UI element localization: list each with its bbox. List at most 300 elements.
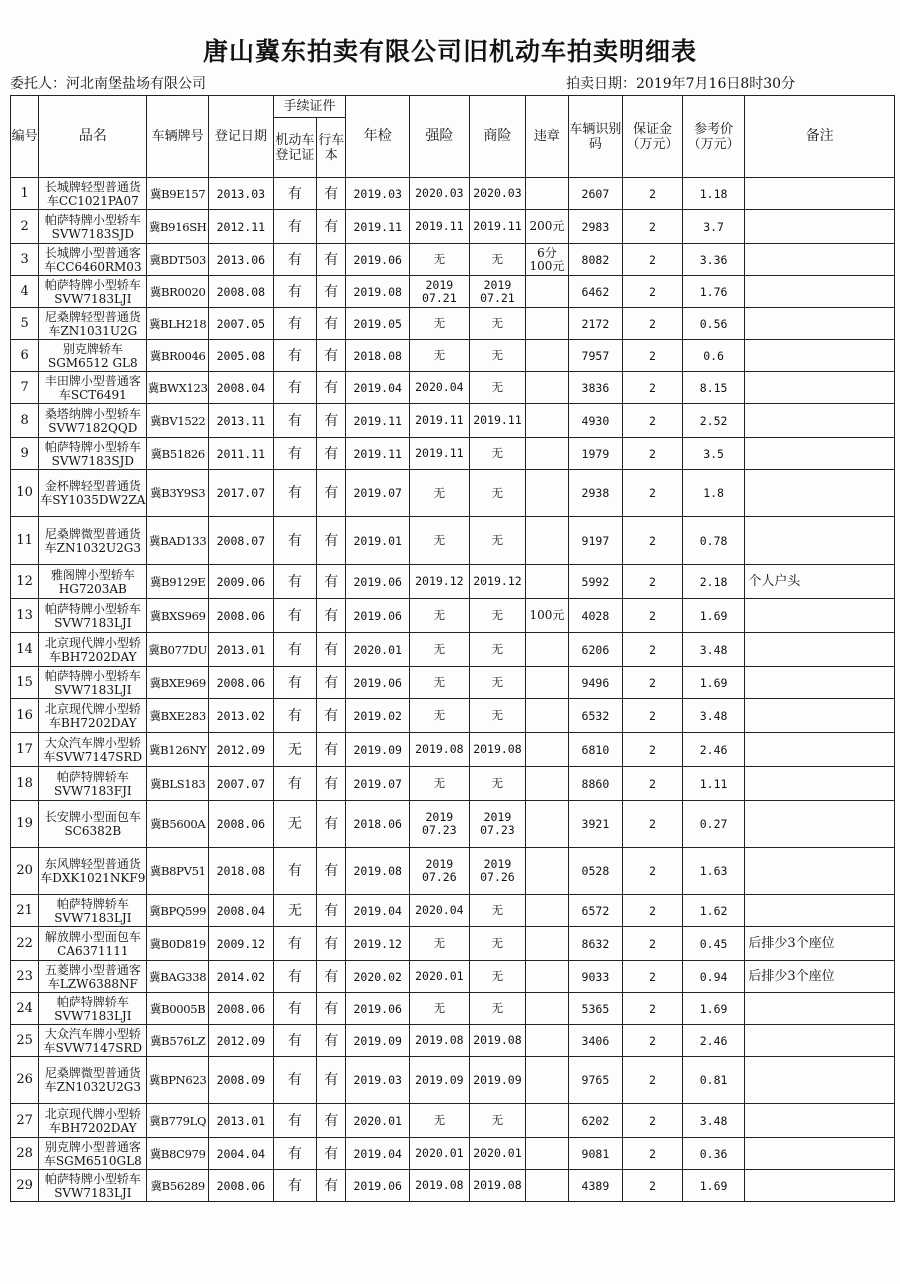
cell-doc-drivingbook: 有 (317, 372, 346, 404)
cell-commercial: 无 (469, 340, 526, 372)
cell-inspection: 2019.04 (346, 1138, 410, 1170)
cell-doc-drivingbook: 有 (317, 1057, 346, 1104)
cell-commercial: 无 (469, 470, 526, 517)
cell-no: 3 (11, 244, 39, 276)
cell-commercial: 无 (469, 993, 526, 1025)
table-row (11, 244, 895, 276)
page-title: 唐山冀东拍卖有限公司旧机动车拍卖明细表 (202, 37, 697, 66)
table-row (11, 993, 895, 1025)
cell-plate: 冀B9E157 (147, 178, 209, 210)
cell-doc-registration: 有 (273, 210, 316, 244)
cell-reg-date: 2008.09 (209, 1057, 274, 1104)
cell-ref-price: 2.46 (682, 1025, 745, 1057)
cell-deposit: 2 (623, 1057, 683, 1104)
cell-inspection: 2019.03 (346, 178, 410, 210)
cell-doc-registration: 有 (273, 1170, 316, 1202)
cell-vin: 9496 (568, 667, 623, 699)
cell-compulsory: 2019.09 (410, 1057, 470, 1104)
table-row (11, 276, 895, 308)
table-row (11, 733, 895, 767)
cell-reg-date: 2013.02 (209, 699, 274, 733)
table-row (11, 470, 895, 517)
cell-reg-date: 2013.01 (209, 633, 274, 667)
cell-name: 长城牌轻型普通货车CC1021PA07 (39, 178, 147, 210)
cell-reg-date: 2013.06 (209, 244, 274, 276)
cell-deposit: 2 (623, 178, 683, 210)
cell-doc-registration: 有 (273, 699, 316, 733)
cell-doc-drivingbook: 有 (317, 517, 346, 565)
header-doc-registration: 机动车登记证 (273, 118, 316, 178)
cell-inspection: 2019.08 (346, 848, 410, 895)
cell-deposit: 2 (623, 517, 683, 565)
cell-inspection: 2020.01 (346, 1104, 410, 1138)
cell-doc-registration: 有 (273, 961, 316, 993)
cell-doc-drivingbook: 有 (317, 1025, 346, 1057)
cell-inspection: 2019.09 (346, 733, 410, 767)
cell-doc-registration: 有 (273, 1025, 316, 1057)
cell-name: 尼桑牌轻型普通货车ZN1031U2G (39, 308, 147, 340)
cell-doc-registration: 有 (273, 244, 316, 276)
cell-plate: 冀BDT503 (147, 244, 209, 276)
cell-vin: 9197 (568, 517, 623, 565)
cell-name: 五菱牌小型普通客车LZW6388NF (39, 961, 147, 993)
cell-reg-date: 2017.07 (209, 470, 274, 517)
cell-no: 10 (11, 470, 39, 517)
cell-plate: 冀B916SH (147, 210, 209, 244)
cell-ref-price: 3.5 (682, 438, 745, 470)
cell-doc-registration: 有 (273, 340, 316, 372)
cell-remark (745, 244, 895, 276)
cell-remark (745, 1057, 895, 1104)
cell-violation (526, 667, 568, 699)
cell-plate: 冀BAD133 (147, 517, 209, 565)
cell-inspection: 2019.06 (346, 993, 410, 1025)
cell-reg-date: 2014.02 (209, 961, 274, 993)
cell-doc-registration: 无 (273, 733, 316, 767)
cell-remark (745, 848, 895, 895)
cell-doc-registration: 有 (273, 470, 316, 517)
cell-no: 21 (11, 895, 39, 927)
cell-reg-date: 2008.06 (209, 993, 274, 1025)
cell-commercial: 2020.01 (469, 1138, 526, 1170)
cell-inspection: 2019.03 (346, 1057, 410, 1104)
cell-remark (745, 699, 895, 733)
cell-commercial: 2020.03 (469, 178, 526, 210)
cell-ref-price: 0.81 (682, 1057, 745, 1104)
cell-deposit: 2 (623, 667, 683, 699)
cell-reg-date: 2008.06 (209, 1170, 274, 1202)
cell-name: 尼桑牌微型普通货车ZN1032U2G3 (39, 1057, 147, 1104)
cell-violation (526, 372, 568, 404)
cell-ref-price: 1.11 (682, 767, 745, 801)
cell-reg-date: 2007.05 (209, 308, 274, 340)
cell-plate: 冀BXE969 (147, 667, 209, 699)
cell-inspection: 2019.09 (346, 1025, 410, 1057)
cell-doc-registration: 有 (273, 1138, 316, 1170)
cell-doc-registration: 无 (273, 801, 316, 848)
cell-commercial: 无 (469, 308, 526, 340)
cell-plate: 冀B56289 (147, 1170, 209, 1202)
cell-remark (745, 801, 895, 848)
cell-no: 19 (11, 801, 39, 848)
cell-remark (745, 1025, 895, 1057)
table-body (11, 178, 895, 1202)
header-remark: 备注 (745, 96, 895, 178)
cell-violation (526, 340, 568, 372)
cell-doc-drivingbook: 有 (317, 667, 346, 699)
cell-name: 北京现代牌小型轿车BH7202DAY (39, 1104, 147, 1138)
cell-commercial: 2019 07.23 (469, 801, 526, 848)
cell-compulsory: 无 (410, 699, 470, 733)
cell-inspection: 2019.11 (346, 438, 410, 470)
cell-commercial: 2019.08 (469, 1025, 526, 1057)
cell-reg-date: 2005.08 (209, 340, 274, 372)
cell-reg-date: 2012.09 (209, 733, 274, 767)
cell-doc-drivingbook: 有 (317, 961, 346, 993)
cell-doc-drivingbook: 有 (317, 993, 346, 1025)
cell-doc-drivingbook: 有 (317, 633, 346, 667)
cell-compulsory: 2019.12 (410, 565, 470, 599)
cell-vin: 8632 (568, 927, 623, 961)
cell-violation (526, 1104, 568, 1138)
cell-no: 15 (11, 667, 39, 699)
cell-violation (526, 470, 568, 517)
cell-commercial: 无 (469, 699, 526, 733)
cell-doc-registration: 有 (273, 1057, 316, 1104)
cell-inspection: 2019.04 (346, 895, 410, 927)
cell-reg-date: 2008.08 (209, 276, 274, 308)
cell-plate: 冀BXE283 (147, 699, 209, 733)
cell-name: 大众汽车牌小型轿车SVW7147SRD (39, 733, 147, 767)
table-row (11, 599, 895, 633)
cell-reg-date: 2009.06 (209, 565, 274, 599)
cell-inspection: 2019.07 (346, 470, 410, 517)
cell-ref-price: 2.52 (682, 404, 745, 438)
cell-vin: 9081 (568, 1138, 623, 1170)
cell-deposit: 2 (623, 565, 683, 599)
cell-deposit: 2 (623, 1025, 683, 1057)
cell-plate: 冀BLS183 (147, 767, 209, 801)
cell-commercial: 2019.08 (469, 1170, 526, 1202)
cell-deposit: 2 (623, 801, 683, 848)
cell-vin: 5365 (568, 993, 623, 1025)
cell-compulsory: 无 (410, 1104, 470, 1138)
cell-commercial: 2019 07.26 (469, 848, 526, 895)
cell-deposit: 2 (623, 1104, 683, 1138)
cell-commercial: 2019.09 (469, 1057, 526, 1104)
header-vin: 车辆识别码 (568, 96, 623, 178)
cell-vin: 6206 (568, 633, 623, 667)
cell-name: 长安牌小型面包车SC6382B (39, 801, 147, 848)
table-row (11, 1104, 895, 1138)
cell-reg-date: 2013.01 (209, 1104, 274, 1138)
cell-commercial: 无 (469, 895, 526, 927)
cell-remark (745, 404, 895, 438)
cell-deposit: 2 (623, 372, 683, 404)
cell-no: 16 (11, 699, 39, 733)
cell-compulsory: 无 (410, 667, 470, 699)
cell-plate: 冀B0005B (147, 993, 209, 1025)
table-row (11, 895, 895, 927)
cell-ref-price: 3.7 (682, 210, 745, 244)
cell-doc-registration: 有 (273, 178, 316, 210)
cell-remark (745, 767, 895, 801)
cell-ref-price: 8.15 (682, 372, 745, 404)
table-row (11, 178, 895, 210)
cell-name: 大众汽车牌小型轿车SVW7147SRD (39, 1025, 147, 1057)
header-docs-group: 手续证件 (273, 96, 346, 118)
cell-ref-price: 0.45 (682, 927, 745, 961)
cell-compulsory: 无 (410, 517, 470, 565)
cell-ref-price: 1.63 (682, 848, 745, 895)
cell-plate: 冀B0D819 (147, 927, 209, 961)
cell-compulsory: 2019.08 (410, 1170, 470, 1202)
cell-plate: 冀BAG338 (147, 961, 209, 993)
cell-no: 13 (11, 599, 39, 633)
consignor-line: 委托人：河北南堡盐场有限公司 (10, 76, 206, 92)
cell-inspection: 2019.06 (346, 1170, 410, 1202)
cell-plate: 冀B9129E (147, 565, 209, 599)
cell-compulsory: 2020.01 (410, 961, 470, 993)
cell-inspection: 2019.05 (346, 308, 410, 340)
cell-compulsory: 2019 07.26 (410, 848, 470, 895)
cell-deposit: 2 (623, 470, 683, 517)
cell-commercial: 2019.11 (469, 210, 526, 244)
cell-ref-price: 0.94 (682, 961, 745, 993)
cell-ref-price: 0.78 (682, 517, 745, 565)
cell-vin: 9033 (568, 961, 623, 993)
cell-doc-drivingbook: 有 (317, 895, 346, 927)
cell-name: 别克牌轿车 SGM6512 GL8 (39, 340, 147, 372)
cell-ref-price: 1.69 (682, 993, 745, 1025)
cell-vin: 9765 (568, 1057, 623, 1104)
cell-compulsory: 2019.08 (410, 733, 470, 767)
cell-doc-drivingbook: 有 (317, 565, 346, 599)
table-row (11, 767, 895, 801)
cell-violation (526, 993, 568, 1025)
cell-remark (745, 895, 895, 927)
cell-name: 雅阁牌小型轿车 HG7203AB (39, 565, 147, 599)
cell-inspection: 2019.07 (346, 767, 410, 801)
cell-remark (745, 178, 895, 210)
table-row (11, 340, 895, 372)
table-row (11, 372, 895, 404)
cell-vin: 3406 (568, 1025, 623, 1057)
cell-vin: 2607 (568, 178, 623, 210)
table-row (11, 848, 895, 895)
cell-inspection: 2019.01 (346, 517, 410, 565)
cell-vin: 2983 (568, 210, 623, 244)
cell-doc-drivingbook: 有 (317, 1138, 346, 1170)
vehicle-auction-table (10, 95, 895, 1202)
cell-reg-date: 2008.04 (209, 895, 274, 927)
cell-plate: 冀BR0046 (147, 340, 209, 372)
cell-ref-price: 1.69 (682, 1170, 745, 1202)
cell-ref-price: 0.36 (682, 1138, 745, 1170)
cell-remark (745, 517, 895, 565)
cell-violation (526, 1057, 568, 1104)
cell-no: 27 (11, 1104, 39, 1138)
cell-remark (745, 1104, 895, 1138)
cell-commercial: 无 (469, 961, 526, 993)
cell-ref-price: 1.69 (682, 667, 745, 699)
cell-compulsory: 无 (410, 244, 470, 276)
cell-reg-date: 2013.11 (209, 404, 274, 438)
cell-compulsory: 2019.11 (410, 438, 470, 470)
cell-no: 18 (11, 767, 39, 801)
cell-inspection: 2018.06 (346, 801, 410, 848)
cell-doc-drivingbook: 有 (317, 404, 346, 438)
cell-vin: 8860 (568, 767, 623, 801)
cell-remark (745, 1170, 895, 1202)
cell-doc-drivingbook: 有 (317, 340, 346, 372)
header-reg-date: 登记日期 (209, 96, 274, 178)
table-row (11, 633, 895, 667)
cell-no: 26 (11, 1057, 39, 1104)
cell-commercial: 无 (469, 244, 526, 276)
cell-doc-drivingbook: 有 (317, 801, 346, 848)
cell-vin: 1979 (568, 438, 623, 470)
cell-deposit: 2 (623, 210, 683, 244)
cell-doc-drivingbook: 有 (317, 178, 346, 210)
table-row (11, 1138, 895, 1170)
cell-deposit: 2 (623, 1170, 683, 1202)
cell-compulsory: 无 (410, 308, 470, 340)
cell-compulsory: 无 (410, 927, 470, 961)
cell-deposit: 2 (623, 276, 683, 308)
cell-plate: 冀B3Y9S3 (147, 470, 209, 517)
cell-reg-date: 2008.07 (209, 517, 274, 565)
cell-violation (526, 733, 568, 767)
cell-plate: 冀B779LQ (147, 1104, 209, 1138)
header-deposit: 保证金（万元） (623, 96, 683, 178)
cell-name: 长城牌小型普通客车CC6460RM03 (39, 244, 147, 276)
cell-reg-date: 2013.03 (209, 178, 274, 210)
cell-deposit: 2 (623, 767, 683, 801)
cell-plate: 冀BV1522 (147, 404, 209, 438)
cell-name: 帕萨特牌轿车 SVW7183LJI (39, 993, 147, 1025)
table-row (11, 404, 895, 438)
cell-inspection: 2019.06 (346, 565, 410, 599)
cell-plate: 冀BWX123 (147, 372, 209, 404)
cell-inspection: 2019.02 (346, 699, 410, 733)
cell-violation (526, 308, 568, 340)
cell-name: 解放牌小型面包车CA6371111 (39, 927, 147, 961)
cell-doc-drivingbook: 有 (317, 244, 346, 276)
cell-no: 5 (11, 308, 39, 340)
cell-vin: 5992 (568, 565, 623, 599)
cell-doc-drivingbook: 有 (317, 308, 346, 340)
cell-ref-price: 1.62 (682, 895, 745, 927)
cell-compulsory: 无 (410, 993, 470, 1025)
cell-violation (526, 1025, 568, 1057)
cell-doc-drivingbook: 有 (317, 699, 346, 733)
header-name: 品名 (39, 96, 147, 178)
cell-reg-date: 2007.07 (209, 767, 274, 801)
cell-inspection: 2019.12 (346, 927, 410, 961)
cell-compulsory: 2020.04 (410, 372, 470, 404)
cell-vin: 6462 (568, 276, 623, 308)
cell-name: 丰田牌小型普通客车SCT6491 (39, 372, 147, 404)
cell-reg-date: 2004.04 (209, 1138, 274, 1170)
cell-remark (745, 667, 895, 699)
cell-vin: 7957 (568, 340, 623, 372)
cell-no: 1 (11, 178, 39, 210)
cell-violation (526, 927, 568, 961)
cell-compulsory: 2020.01 (410, 1138, 470, 1170)
cell-remark (745, 993, 895, 1025)
cell-violation: 6分 100元 (526, 244, 568, 276)
cell-inspection: 2020.01 (346, 633, 410, 667)
cell-plate: 冀BXS969 (147, 599, 209, 633)
header-compulsory: 强险 (410, 96, 470, 178)
cell-remark (745, 372, 895, 404)
cell-plate: 冀BPQ599 (147, 895, 209, 927)
auction-date-line: 拍卖日期：2019年7月16日8时30分 (566, 76, 796, 92)
cell-ref-price: 3.48 (682, 699, 745, 733)
table-row (11, 438, 895, 470)
cell-violation (526, 404, 568, 438)
cell-doc-registration: 有 (273, 517, 316, 565)
cell-doc-drivingbook: 有 (317, 276, 346, 308)
cell-ref-price: 1.8 (682, 470, 745, 517)
cell-plate: 冀B51826 (147, 438, 209, 470)
cell-doc-registration: 有 (273, 927, 316, 961)
cell-name: 帕萨特牌小型轿车 SVW7183LJI (39, 276, 147, 308)
cell-deposit: 2 (623, 993, 683, 1025)
cell-inspection: 2020.02 (346, 961, 410, 993)
cell-no: 24 (11, 993, 39, 1025)
cell-violation (526, 801, 568, 848)
cell-commercial: 无 (469, 1104, 526, 1138)
cell-inspection: 2019.06 (346, 599, 410, 633)
cell-vin: 6810 (568, 733, 623, 767)
cell-remark (745, 633, 895, 667)
table-row (11, 565, 895, 599)
cell-doc-drivingbook: 有 (317, 438, 346, 470)
cell-inspection: 2019.08 (346, 276, 410, 308)
cell-name: 别克牌小型普通客车SGM6510GL8 (39, 1138, 147, 1170)
cell-commercial: 无 (469, 767, 526, 801)
cell-violation (526, 517, 568, 565)
cell-commercial: 无 (469, 372, 526, 404)
cell-doc-registration: 有 (273, 599, 316, 633)
cell-remark: 后排少3个座位 (745, 961, 895, 993)
cell-no: 12 (11, 565, 39, 599)
cell-remark (745, 308, 895, 340)
table-row (11, 927, 895, 961)
cell-doc-registration: 有 (273, 667, 316, 699)
cell-plate: 冀B8C979 (147, 1138, 209, 1170)
table-row (11, 1025, 895, 1057)
cell-vin: 6532 (568, 699, 623, 733)
cell-violation (526, 276, 568, 308)
cell-remark (745, 276, 895, 308)
cell-plate: 冀B576LZ (147, 1025, 209, 1057)
cell-name: 帕萨特牌小型轿车 SVW7183SJD (39, 438, 147, 470)
cell-no: 9 (11, 438, 39, 470)
cell-reg-date: 2008.06 (209, 801, 274, 848)
cell-remark (745, 340, 895, 372)
cell-ref-price: 0.27 (682, 801, 745, 848)
cell-vin: 3836 (568, 372, 623, 404)
cell-compulsory: 无 (410, 767, 470, 801)
cell-reg-date: 2018.08 (209, 848, 274, 895)
cell-compulsory: 无 (410, 633, 470, 667)
cell-doc-drivingbook: 有 (317, 848, 346, 895)
cell-doc-registration: 有 (273, 848, 316, 895)
cell-remark (745, 438, 895, 470)
